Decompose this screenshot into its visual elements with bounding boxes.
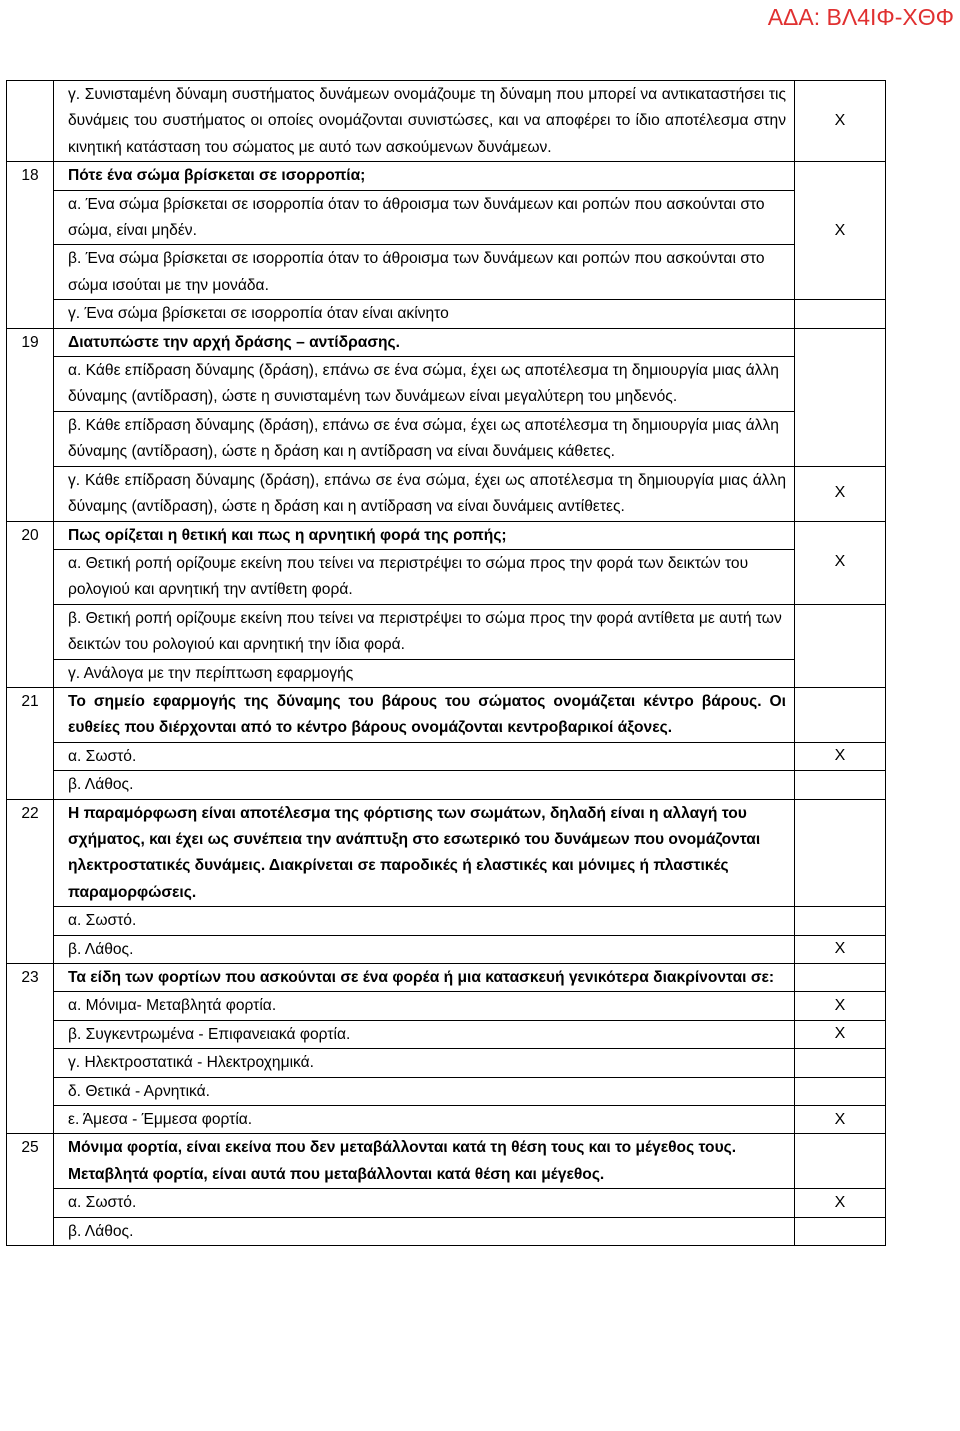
table-row <box>7 1077 886 1105</box>
answer-mark: Χ <box>795 742 886 770</box>
table-row <box>7 1020 886 1048</box>
question-number: 23 <box>7 964 54 1134</box>
answer-option: β. Θετική ροπή ορίζουμε εκείνη που τείνει να περιστρέψει το σώμα προς την φορά αντίθετα με αυτή των δεικτών του ρολογιού και αρνητική την ίδια φορά. <box>54 604 795 659</box>
document-code: ΑΔΑ: ΒΛ4ΙΦ-ΧΘΦ <box>767 4 954 30</box>
question-text: Η παραμόρφωση είναι αποτέλεσμα της φόρτισης των σωμάτων, δηλαδή είναι η αλλαγή του σχήματος, και έχει ως συνέπεια την ανάπτυξη στο εσωτερικό του δυνάμεων που ονομάζονται ηλεκτροστατικές δυνάμεις. Διακρίνεται σε παροδικές ή ελαστικές και μόνιμες ή πλαστικές παραμορφώσεις. <box>54 799 795 907</box>
question-number: 25 <box>7 1134 54 1246</box>
answer-mark: Χ <box>795 162 886 300</box>
answer-mark <box>795 771 886 799</box>
question-number: 22 <box>7 799 54 963</box>
answer-mark <box>795 604 886 687</box>
answer-mark: Χ <box>795 81 886 162</box>
question-text: Πότε ένα σώμα βρίσκεται σε ισορροπία; <box>54 162 795 190</box>
table-row <box>7 328 886 356</box>
answer-option: γ. Κάθε επίδραση δύναμης (δράση), επάνω σε ένα σώμα, έχει ως αποτέλεσμα τη δημιουργία μιας άλλη δύναμης (αντίδραση), ώστε η δράση και η αντίδραση να είναι δυνάμεις αντίθετες. <box>54 466 795 521</box>
question-number: 18 <box>7 162 54 328</box>
answer-option: γ. Ένα σώμα βρίσκεται σε ισορροπία όταν είναι ακίνητο <box>54 300 795 328</box>
answer-mark <box>795 328 886 466</box>
answer-option: β. Κάθε επίδραση δύναμης (δράση), επάνω σε ένα σώμα, έχει ως αποτέλεσμα τη δημιουργία μιας άλλη δύναμης (αντίδραση), ώστε η δράση και η αντίδραση να είναι δυνάμεις κάθετες. <box>54 411 795 466</box>
table-row <box>7 411 886 466</box>
answer-mark: Χ <box>795 521 886 604</box>
answer-mark: Χ <box>795 1106 886 1134</box>
table-row <box>7 687 886 742</box>
answer-option: γ. Ηλεκτροστατικά - Ηλεκτροχημικά. <box>54 1049 795 1077</box>
answer-mark <box>795 907 886 935</box>
answer-mark: Χ <box>795 935 886 963</box>
table-row <box>7 162 886 190</box>
table-row <box>7 659 886 687</box>
answer-mark <box>795 964 886 992</box>
answer-mark <box>795 1134 886 1189</box>
table-row <box>7 799 886 907</box>
question-number <box>7 81 54 162</box>
answer-option: β. Ένα σώμα βρίσκεται σε ισορροπία όταν το άθροισμα των δυνάμεων και ροπών που ασκούνται στο σώμα ισούται με την μονάδα. <box>54 245 795 300</box>
question-text: Πως ορίζεται η θετική και πως η αρνητική φορά της ροπής; <box>54 521 795 549</box>
answer-option: β. Λάθος. <box>54 771 795 799</box>
table-row <box>7 357 886 412</box>
question-number: 20 <box>7 521 54 687</box>
answer-mark: Χ <box>795 992 886 1020</box>
table-row <box>7 521 886 549</box>
table-row <box>7 549 886 604</box>
answer-mark <box>795 300 886 328</box>
question-text: Το σημείο εφαρμογής της δύναμης του βάρους του σώματος ονομάζεται κέντρο βάρους. Οι ευθείες που διέρχονται από το κέντρο βάρους ονομάζονται κεντροβαρικοί άξονες. <box>54 687 795 742</box>
answer-mark: Χ <box>795 1020 886 1048</box>
table-row <box>7 604 886 659</box>
answer-option: β. Λάθος. <box>54 935 795 963</box>
table-row <box>7 300 886 328</box>
question-text: Διατυπώστε την αρχή δράσης – αντίδρασης. <box>54 328 795 356</box>
answer-option: α. Σωστό. <box>54 742 795 770</box>
question-table <box>6 80 886 1246</box>
table-row <box>7 1049 886 1077</box>
table-row <box>7 992 886 1020</box>
table-row <box>7 1189 886 1217</box>
answer-option: α. Σωστό. <box>54 907 795 935</box>
answer-option: α. Μόνιμα- Μεταβλητά φορτία. <box>54 992 795 1020</box>
answer-mark <box>795 687 886 742</box>
answer-option: α. Κάθε επίδραση δύναμης (δράση), επάνω σε ένα σώμα, έχει ως αποτέλεσμα τη δημιουργία μιας άλλη δύναμης (αντίδραση), ώστε η συνισταμένη των δυνάμεων είναι μεγαλύτερη του μηδενός. <box>54 357 795 412</box>
answer-mark: Χ <box>795 466 886 521</box>
table-row <box>7 245 886 300</box>
table-row <box>7 81 886 162</box>
answer-option: α. Θετική ροπή ορίζουμε εκείνη που τείνει να περιστρέψει το σώμα προς την φορά των δεικτών του ρολογιού και αρνητική την αντίθετη φορά. <box>54 549 795 604</box>
question-number: 21 <box>7 687 54 799</box>
table-row <box>7 907 886 935</box>
answer-option: δ. Θετικά - Αρνητικά. <box>54 1077 795 1105</box>
table-row <box>7 964 886 992</box>
answer-mark: Χ <box>795 1189 886 1217</box>
question-text: Τα είδη των φορτίων που ασκούνται σε ένα φορέα ή μια κατασκευή γενικότερα διακρίνονται σε: <box>54 964 795 992</box>
answer-option: β. Συγκεντρωμένα - Επιφανειακά φορτία. <box>54 1020 795 1048</box>
table-row <box>7 742 886 770</box>
answer-mark <box>795 1049 886 1077</box>
answer-option: γ. Συνισταμένη δύναμη συστήματος δυνάμεων ονομάζουμε τη δύναμη που μπορεί να αντικαταστήσει τις δυνάμεις του συστήματος οι οποίες ονομάζονται συνιστώσες, και να αποφέρει το ίδιο αποτέλεσμα στην κινητική κατάσταση του σώματος με αυτό των ασκούμενων δυνάμεων. <box>54 81 795 162</box>
answer-option: γ. Ανάλογα με την περίπτωση εφαρμογής <box>54 659 795 687</box>
table-row <box>7 935 886 963</box>
answer-mark <box>795 1217 886 1245</box>
question-text: Μόνιμα φορτία, είναι εκείνα που δεν μεταβάλλονται κατά τη θέση τους και το μέγεθος τους. Μεταβλητά φορτία, είναι αυτά που μεταβάλλονται κατά θέση και μέγεθος. <box>54 1134 795 1189</box>
answer-option: α. Ένα σώμα βρίσκεται σε ισορροπία όταν το άθροισμα των δυνάμεων και ροπών που ασκούνται στο σώμα, είναι μηδέν. <box>54 190 795 245</box>
table-row <box>7 771 886 799</box>
answer-mark <box>795 799 886 907</box>
table-row <box>7 190 886 245</box>
answer-option: β. Λάθος. <box>54 1217 795 1245</box>
table-row <box>7 1134 886 1189</box>
table-row <box>7 466 886 521</box>
question-number: 19 <box>7 328 54 521</box>
table-row <box>7 1217 886 1245</box>
answer-option: ε. Άμεσα - Έμμεσα φορτία. <box>54 1106 795 1134</box>
table-row <box>7 1106 886 1134</box>
answer-mark <box>795 1077 886 1105</box>
answer-option: α. Σωστό. <box>54 1189 795 1217</box>
